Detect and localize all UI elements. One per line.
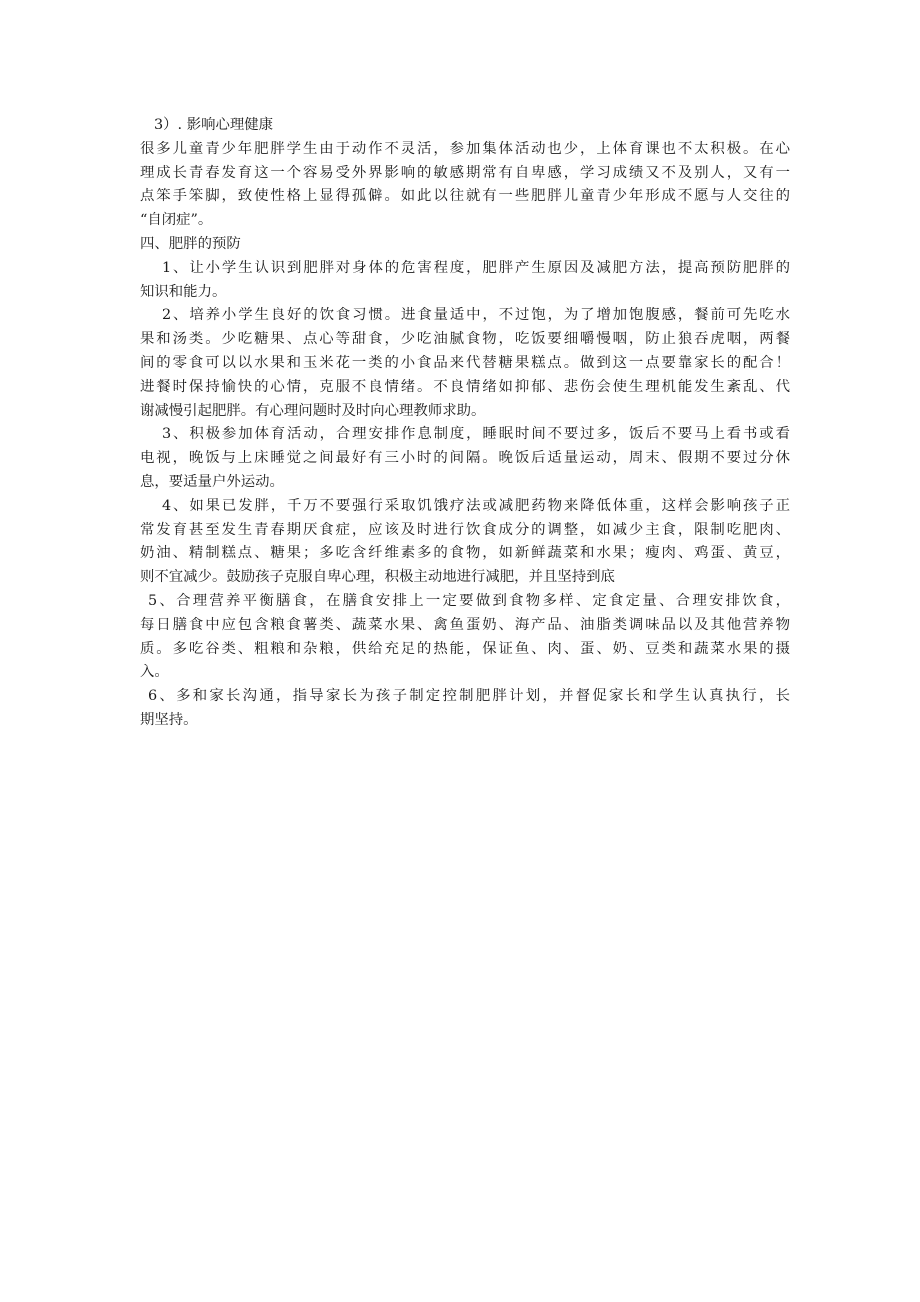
text-line-i2-5: 谢减慢引起肥胖。有心理问题时及时向心理教师求助。 [140,402,486,419]
text-line-i2-2: 果和汤类。少吃糖果、点心等甜食，少吃油腻食物，吃饭要细嚼慢咽，防止狼吞虎咽，两餐 [140,331,790,348]
text-line-i5-4: 入。 [140,664,169,681]
text-line-i5-3: 质。多吃谷类、粗粮和杂粮，供给充足的热能，保证鱼、肉、蛋、奶、豆类和蔬菜水果的摄 [140,640,790,657]
text-line-i1-1: 1、让小学生认识到肥胖对身体的危害程度，肥胖产生原因及减肥方法，提高预防肥胖的 [162,259,790,276]
text-line-i5-2: 每日膳食中应包含粮食薯类、蔬菜水果、禽鱼蛋奶、海产品、油脂类调味品以及其他营养物 [140,616,790,633]
text-line-i6-2: 期坚持。 [140,711,198,728]
text-line-s3-p-4: “自闭症”。 [140,212,213,229]
text-line-s3-p-2: 理成长青春发育这一个容易受外界影响的敏感期常有自卑感，学习成绩又不及别人，又有一 [140,164,790,181]
text-line-s3-heading: 3）. 影响心理健康 [154,117,274,133]
text-line-i3-1: 3、积极参加体育活动，合理安排作息制度，睡眠时间不要过多，饭后不要马上看书或看 [162,426,790,443]
text-line-i6-1: 6、多和家长沟通，指导家长为孩子制定控制肥胖计划，并督促家长和学生认真执行，长 [148,688,790,705]
text-line-s4-heading: 四、肥胖的预防 [140,235,241,252]
text-line-i4-1: 4、如果已发胖，千万不要强行采取饥饿疗法或减肥药物来降低体重，这样会影响孩子正 [162,497,790,514]
text-line-i4-3: 奶油、精制糕点、糖果；多吃含纤维素多的食物，如新鲜蔬菜和水果；瘦肉、鸡蛋、黄豆， [140,545,790,562]
text-line-i3-2: 电视，晚饭与上床睡觉之间最好有三小时的间隔。晚饭后适量运动，周末、假期不要过分休 [140,450,790,467]
text-line-s3-p-1: 很多儿童青少年肥胖学生由于动作不灵活，参加集体活动也少，上体育课也不太积极。在心 [140,140,790,157]
text-line-i4-2: 常发育甚至发生青春期厌食症，应该及时进行饮食成分的调整，如减少主食，限制吃肥肉、 [140,521,790,538]
text-line-i2-3: 间的零食可以以水果和玉米花一类的小食品来代替糖果糕点。做到这一点要靠家长的配合！ [140,354,790,371]
text-line-i4-4: 则不宜减少。鼓励孩子克服自卑心理，积极主动地进行减肥，并且坚持到底 [140,569,615,586]
text-line-i3-3: 息，要适量户外运动。 [140,473,284,490]
text-line-i1-2: 知识和能力。 [140,283,227,300]
text-line-i2-1: 2、培养小学生良好的饮食习惯。进食量适中，不过饱，为了增加饱腹感，餐前可先吃水 [162,307,790,324]
text-line-s3-p-3: 点笨手笨脚，致使性格上显得孤僻。如此以往就有一些肥胖儿童青少年形成不愿与人交往的 [140,188,790,205]
text-line-i2-4: 进餐时保持愉快的心情，克服不良情绪。不良情绪如抑郁、悲伤会使生理机能发生紊乱、代 [140,378,790,395]
document-page [140,114,790,733]
text-line-i5-1: 5、合理营养平衡膳食，在膳食安排上一定要做到食物多样、定食定量、合理安排饮食， [148,592,790,609]
